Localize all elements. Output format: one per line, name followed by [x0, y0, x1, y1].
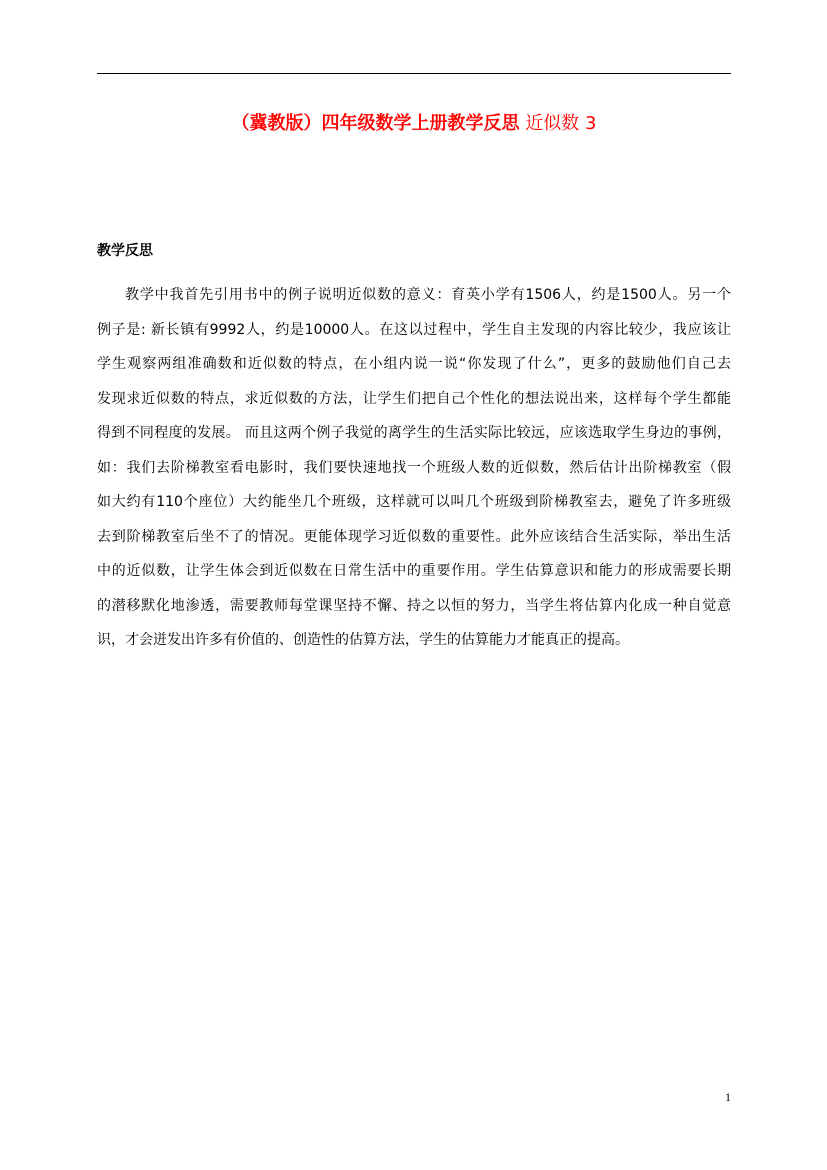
body-line: 得到不同程度的发展。 而且这两个例子我觉的离学生的生活实际比较远，应该选取学生身边的事例，: [97, 425, 731, 441]
body-line: 学生观察两组准确数和近似数的特点，在小组内说一说“你发现了什么”，更多的鼓励他们自己去: [97, 356, 731, 372]
body-line: 识，才会迸发出许多有价值的、创造性的估算方法，学生的估算能力才能真正的提高。: [97, 632, 629, 648]
header-rule: [97, 73, 731, 74]
body-paragraph: [97, 283, 731, 663]
body-line: 的潜移默化地渗透，需要教师每堂课坚持不懈、持之以恒的努力，当学生将估算内化成一种自觉意: [97, 597, 731, 614]
body-line: 例子是: 新长镇有9992人，约是10000人。在这以过程中，学生自主发现的内容比较少，我应该让: [97, 321, 731, 338]
body-line: 如大约有110个座位）大约能坐几个班级，这样就可以叫几个班级到阶梯教室去，避免了许多班级: [97, 494, 731, 510]
body-line: 如：我们去阶梯教室看电影时，我们要快速地找一个班级人数的近似数，然后估计出阶梯教室（假: [97, 459, 731, 476]
section-heading: 教学反思: [97, 243, 153, 259]
body-line: 发现求近似数的特点，求近似数的方法，让学生们把自己个性化的想法说出来，这样每个学生都能: [97, 390, 731, 407]
body-line: 中的近似数，让学生体会到近似数在日常生活中的重要作用。学生估算意识和能力的形成需要长期: [97, 563, 731, 579]
title-bold-part: （冀教版）四年级数学上册教学反思: [231, 113, 520, 134]
title-rest-part: 近似数 3: [519, 113, 597, 134]
page-number: 1: [725, 1090, 731, 1104]
document-title: [97, 112, 731, 136]
body-line: 教学中我首先引用书中的例子说明近似数的意义：育英小学有1506人，约是1500人。另一个: [125, 287, 731, 303]
body-line: 去到阶梯教室后坐不了的情况。更能体现学习近似数的重要性。此外应该结合生活实际，举出生活: [97, 528, 731, 545]
